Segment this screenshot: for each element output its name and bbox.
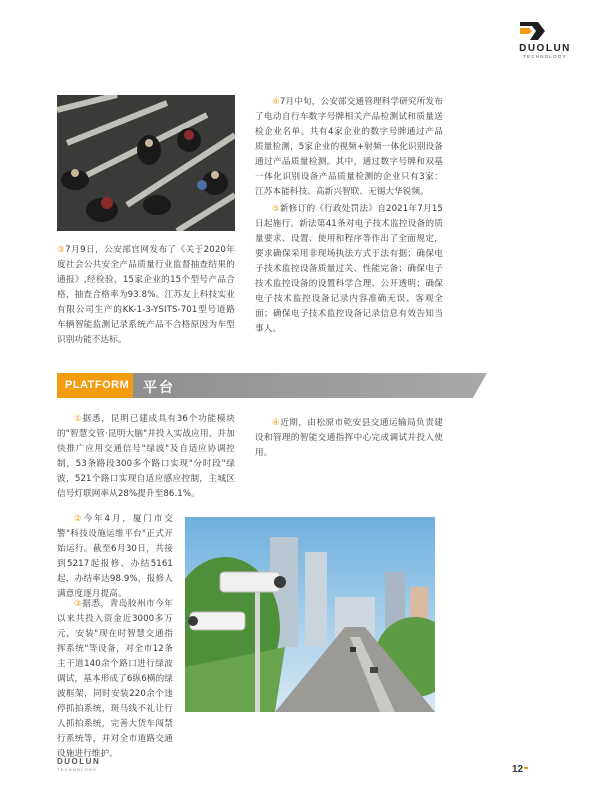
footer-brand-subtext: TECHNOLOGY — [57, 767, 98, 772]
photo-surveillance-cameras — [185, 517, 435, 712]
bottom-paragraph-3: ③据悉，青岛胶州市今年以来共投入资金近3000多万元，安装"现在时智慧交通指挥系统"等设备，对全市12条主干道140余个路口进行绿波调试，基本形成了6纵6横的绿波框架，同时安装220余个违停抓拍系统，斑马线不礼让行人抓拍系统，完善大货车闯禁行系统等，并对全市道路交通设施进行维护。 — [57, 599, 173, 759]
bottom-paragraph-4: ④近期，由松原市乾安县交通运输局负责建设和管理的智能交通指挥中心完成调试并投入使用。 — [255, 418, 443, 458]
bottom-paragraph-1: ①据悉，昆明已建成具有36个功能模块的"智慧交管·昆明大脑"并投入实战应用，并加快推广应用交通信号"绿波"及自适应协调控制，53条路段300多个路口实现"分时段"绿波，521个路口实现自适应感应控制，主城区信号灯联网率从28%提升至86.1%。 — [57, 414, 236, 499]
header-logo — [500, 20, 590, 62]
footer-brand-text: DUOLUN — [57, 757, 101, 766]
top-paragraph-3: ③7月9日，公安部官网发布了《关于2020年度社会公共安全产品质量行业监督抽查结果的通报》,经检验，15家企业的15个型号产品合格，抽查合格率为93.8%。江苏友上科技实业有限公司生产的KK-1-3-YSITS-701型号道路车辆智能监测记录系统产品不合格原因为车型识别功能不达标。 — [57, 245, 236, 345]
header-brand-subtext: TECHNOLOGY — [523, 54, 567, 59]
page-number: 12 — [512, 757, 528, 771]
photo-scooter-riders — [57, 95, 235, 231]
footer-logo — [57, 757, 137, 777]
brand-logo-icon — [518, 20, 548, 42]
section-label-en: PLATFORM — [65, 379, 130, 391]
section-bar — [57, 373, 487, 398]
top-paragraph-5: ⑤新修订的《行政处罚法》自2021年7月15日起施行。新法第41条对电子技术监控设备的质量要求、设置、使用和程序等作出了全面规定，要求确保采用非现场执法方式于法有据；确保电子技术监控设备质量过关、性能完备；确保电子技术监控设备的设置科学合理、公开透明；确保电子技术监控设备记录内容准确无误、客观全面；确保电子技术监控设备记录信息有效告知当事人。 — [255, 204, 443, 334]
header-brand-text: DUOLUN — [519, 43, 571, 54]
section-bar-gray — [132, 373, 487, 398]
top-paragraph-4: ④7月中旬，公安部交通管理科学研究所发布了电动自行车数字号牌相关产品检测试和质量送检企业名单。共有4家企业的数字号牌通过产品质量检测，5家企业的视频+射频一体化识别设备通过产品质量检测。其中，通过数字号牌和双基一体化识别设备产品质量检测的企业只有3家：江苏本能科技、高新兴智联、无锡大华锐频。 — [255, 97, 443, 197]
bottom-paragraph-2: ②今年4月，厦门市交警"科技设施运维平台"正式开始运行。截至6月30日，共接到5217起报修、办结5161起，办结率达98.9%，报修人满意度逐月提高。 — [57, 514, 173, 599]
page-number-dash — [524, 767, 528, 769]
section-label-cn: 平台 — [143, 380, 175, 396]
